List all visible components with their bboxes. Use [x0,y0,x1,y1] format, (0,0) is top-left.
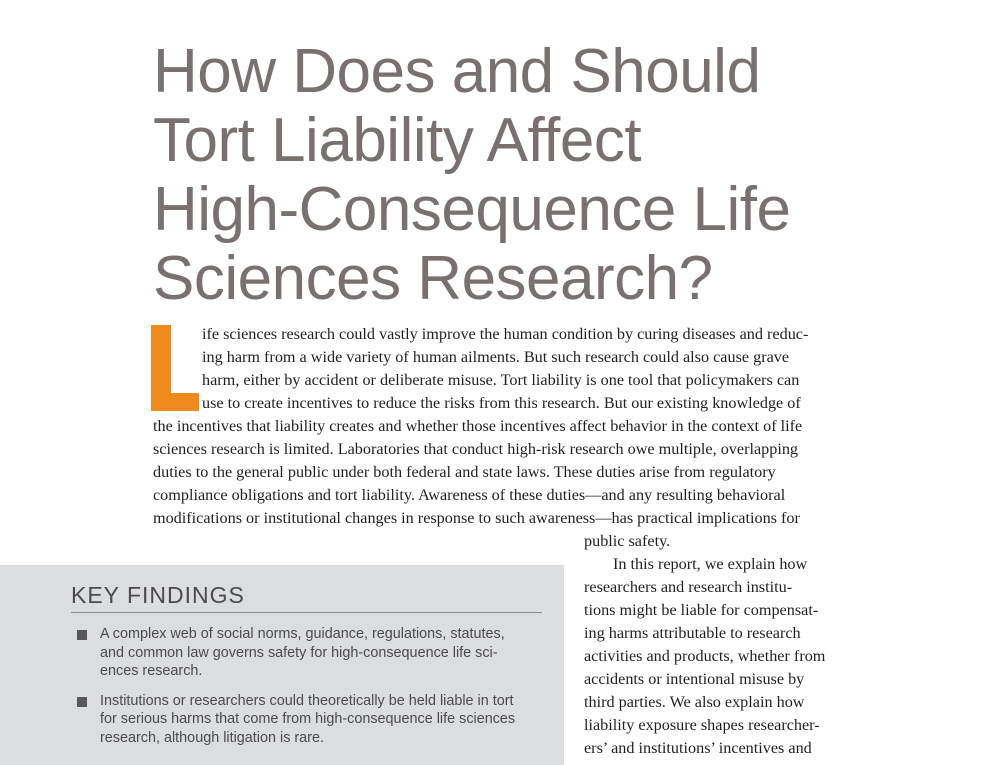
title-line: Tort Liability Affect [153,105,642,175]
key-finding-line: A complex web of social norms, guidance, regulations, statutes, [100,626,505,642]
intro-line: harm, either by accident or deliberate misuse. Tort liability is one tool that policymakers can [202,371,800,389]
square-bullet-icon [77,697,87,707]
body-line: accidents or intentional misuse by [584,670,805,688]
key-finding-line: Institutions or researchers could theoretically be held liable in tort [100,692,514,709]
key-findings-divider [71,612,542,613]
body-column-right [584,530,884,760]
key-finding-line: for serious harms that come from high-consequence life sciences [100,711,516,727]
intro-line: duties to the general public under both federal and state laws. These duties arise from regulatory [153,463,776,481]
key-findings-list [77,625,537,758]
title-line: Sciences Research? [153,243,713,313]
intro-line: use to create incentives to reduce the risks from this research. But our existing knowledge of [202,394,801,412]
key-finding-item [77,692,537,748]
title-line: High-Consequence Life [153,174,791,244]
title-line: How Does and Should [153,36,761,106]
intro-line: the incentives that liability creates and whether those incentives affect behavior in the context of life [153,417,803,435]
body-line: ing harms attributable to research [584,624,801,642]
square-bullet-icon [77,630,87,640]
intro-paragraph [153,323,853,530]
key-findings-heading: KEY FINDINGS [71,582,245,608]
body-line: public safety. [584,532,671,550]
key-finding-line: research, although litigation is rare. [100,729,324,746]
body-line: researchers and research institu- [584,578,793,596]
body-line: ers’ and institutions’ incentives and [584,739,812,757]
body-line: In this report, we explain how [613,555,808,573]
body-line: liability exposure shapes researcher- [584,716,820,734]
key-finding-line: ences research. [100,663,203,679]
key-finding-text [100,692,537,748]
key-finding-line: and common law governs safety for high-consequence life sci- [100,644,498,661]
body-line: third parties. We also explain how [584,693,805,711]
intro-line: compliance obligations and tort liability. Awareness of these duties—and any resulting behavioral [153,486,786,504]
report-title [153,36,953,313]
key-finding-item [77,625,537,681]
key-finding-text [100,625,537,681]
body-line: tions might be liable for compensat- [584,601,819,619]
intro-line: modifications or institutional changes in response to such awareness—has practical implications for [153,509,800,527]
body-line: activities and products, whether from [584,647,826,665]
intro-line: ing harm from a wide variety of human ailments. But such research could also cause grave [202,348,790,366]
intro-line: ife sciences research could vastly improve the human condition by curing diseases and reduc- [202,325,809,343]
intro-line: sciences research is limited. Laboratories that conduct high-risk research owe multiple, overlapping [153,440,799,458]
